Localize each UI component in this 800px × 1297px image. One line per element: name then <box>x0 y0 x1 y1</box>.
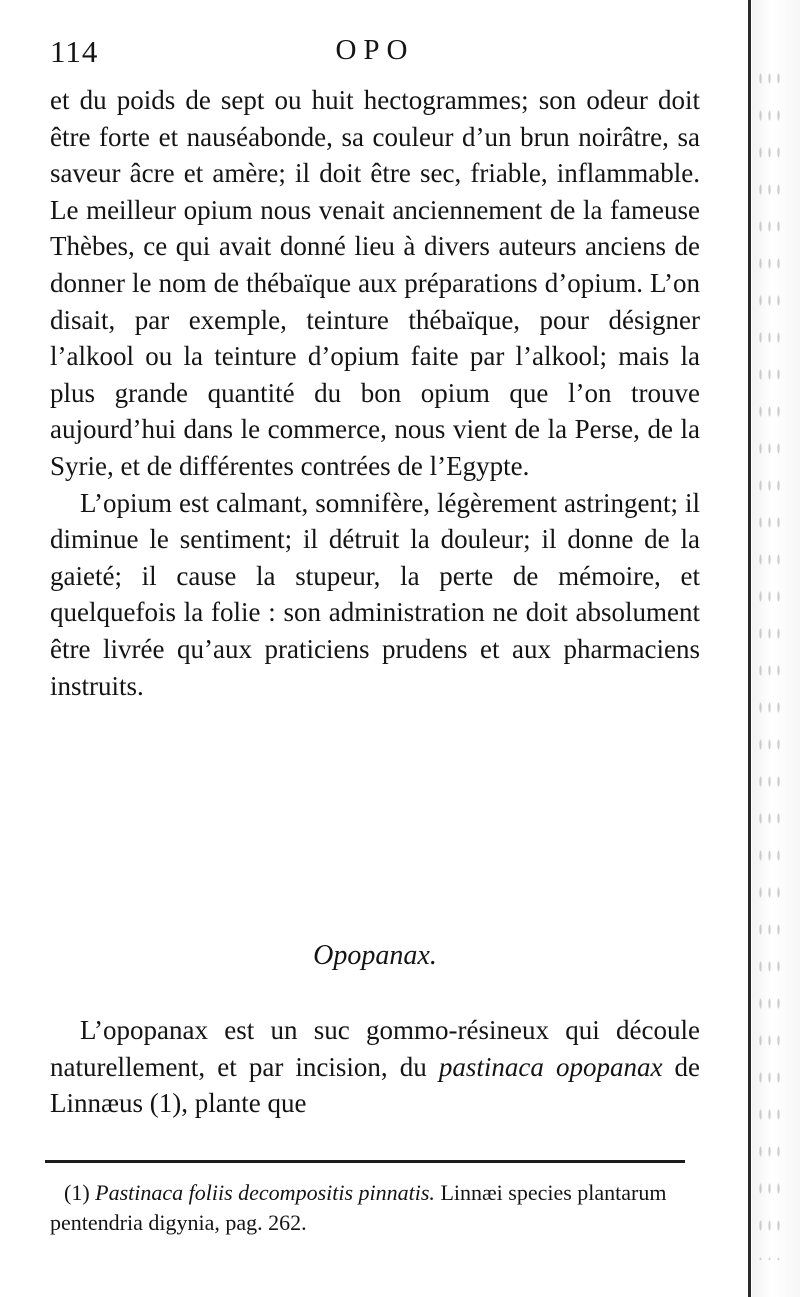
page-header <box>50 34 700 74</box>
opopanax-text <box>50 1012 700 1122</box>
footnote-rule <box>45 1160 685 1163</box>
paragraph-opium-effects: L’opium est calmant, somnifère, légèrement astringent; il diminue le sentiment; il détruit la douleur; il donne de la gaieté; il cause la stupeur, la perte de mémoire, et quelquefois la folie : son administration ne doit absolument être livrée qu’aux praticiens prudens et aux pharmaciens instruits. <box>50 487 700 701</box>
footnote <box>50 1178 700 1238</box>
section-title: Opopanax. <box>313 940 437 971</box>
main-text <box>50 82 700 704</box>
paragraph-opopanax <box>50 1012 700 1122</box>
footnote-reference: Linnæi species plantarum pentendria digynia, pag. 262. <box>50 1180 667 1235</box>
page-edge-specks <box>756 60 786 1260</box>
footnote-latin: Pastinaca foliis decompositis pinnatis. <box>95 1180 435 1205</box>
paragraph-opopanax-start: L’opopanax est un suc gommo-résineux qui découle naturellement, et par incision, du <box>50 1015 700 1082</box>
paragraph-opopanax-end: de Linnæus (1), plante que <box>50 1051 701 1119</box>
page-binding-edge <box>748 0 751 1297</box>
page-number: 114 <box>50 34 99 69</box>
paragraph-opopanax-species: pastinaca opopanax <box>438 1051 663 1082</box>
footnote-marker: (1) <box>64 1180 96 1205</box>
running-head: OPO <box>335 34 415 66</box>
paragraph-opium-origin: et du poids de sept ou huit hectogrammes; son odeur doit être forte et nauséabonde, sa couleur d’un brun noirâtre, sa saveur âcre et amère; il doit être sec, friable, inflammable. Le meilleur opium nous venait anciennement de la fameuse Thèbes, ce qui avait donné lieu à divers auteurs anciens de donner le nom de thébaïque aux préparations d’opium. L’on disait, par exemple, teinture thébaïque, pour désigner l’alkool ou la teinture d’opium faite par l’alkool; mais la plus grande quantité du bon opium que l’on trouve aujourd’hui dans le commerce, nous vient de la Perse, de la Syrie, et de différentes contrées de l’Egypte. <box>50 85 700 481</box>
